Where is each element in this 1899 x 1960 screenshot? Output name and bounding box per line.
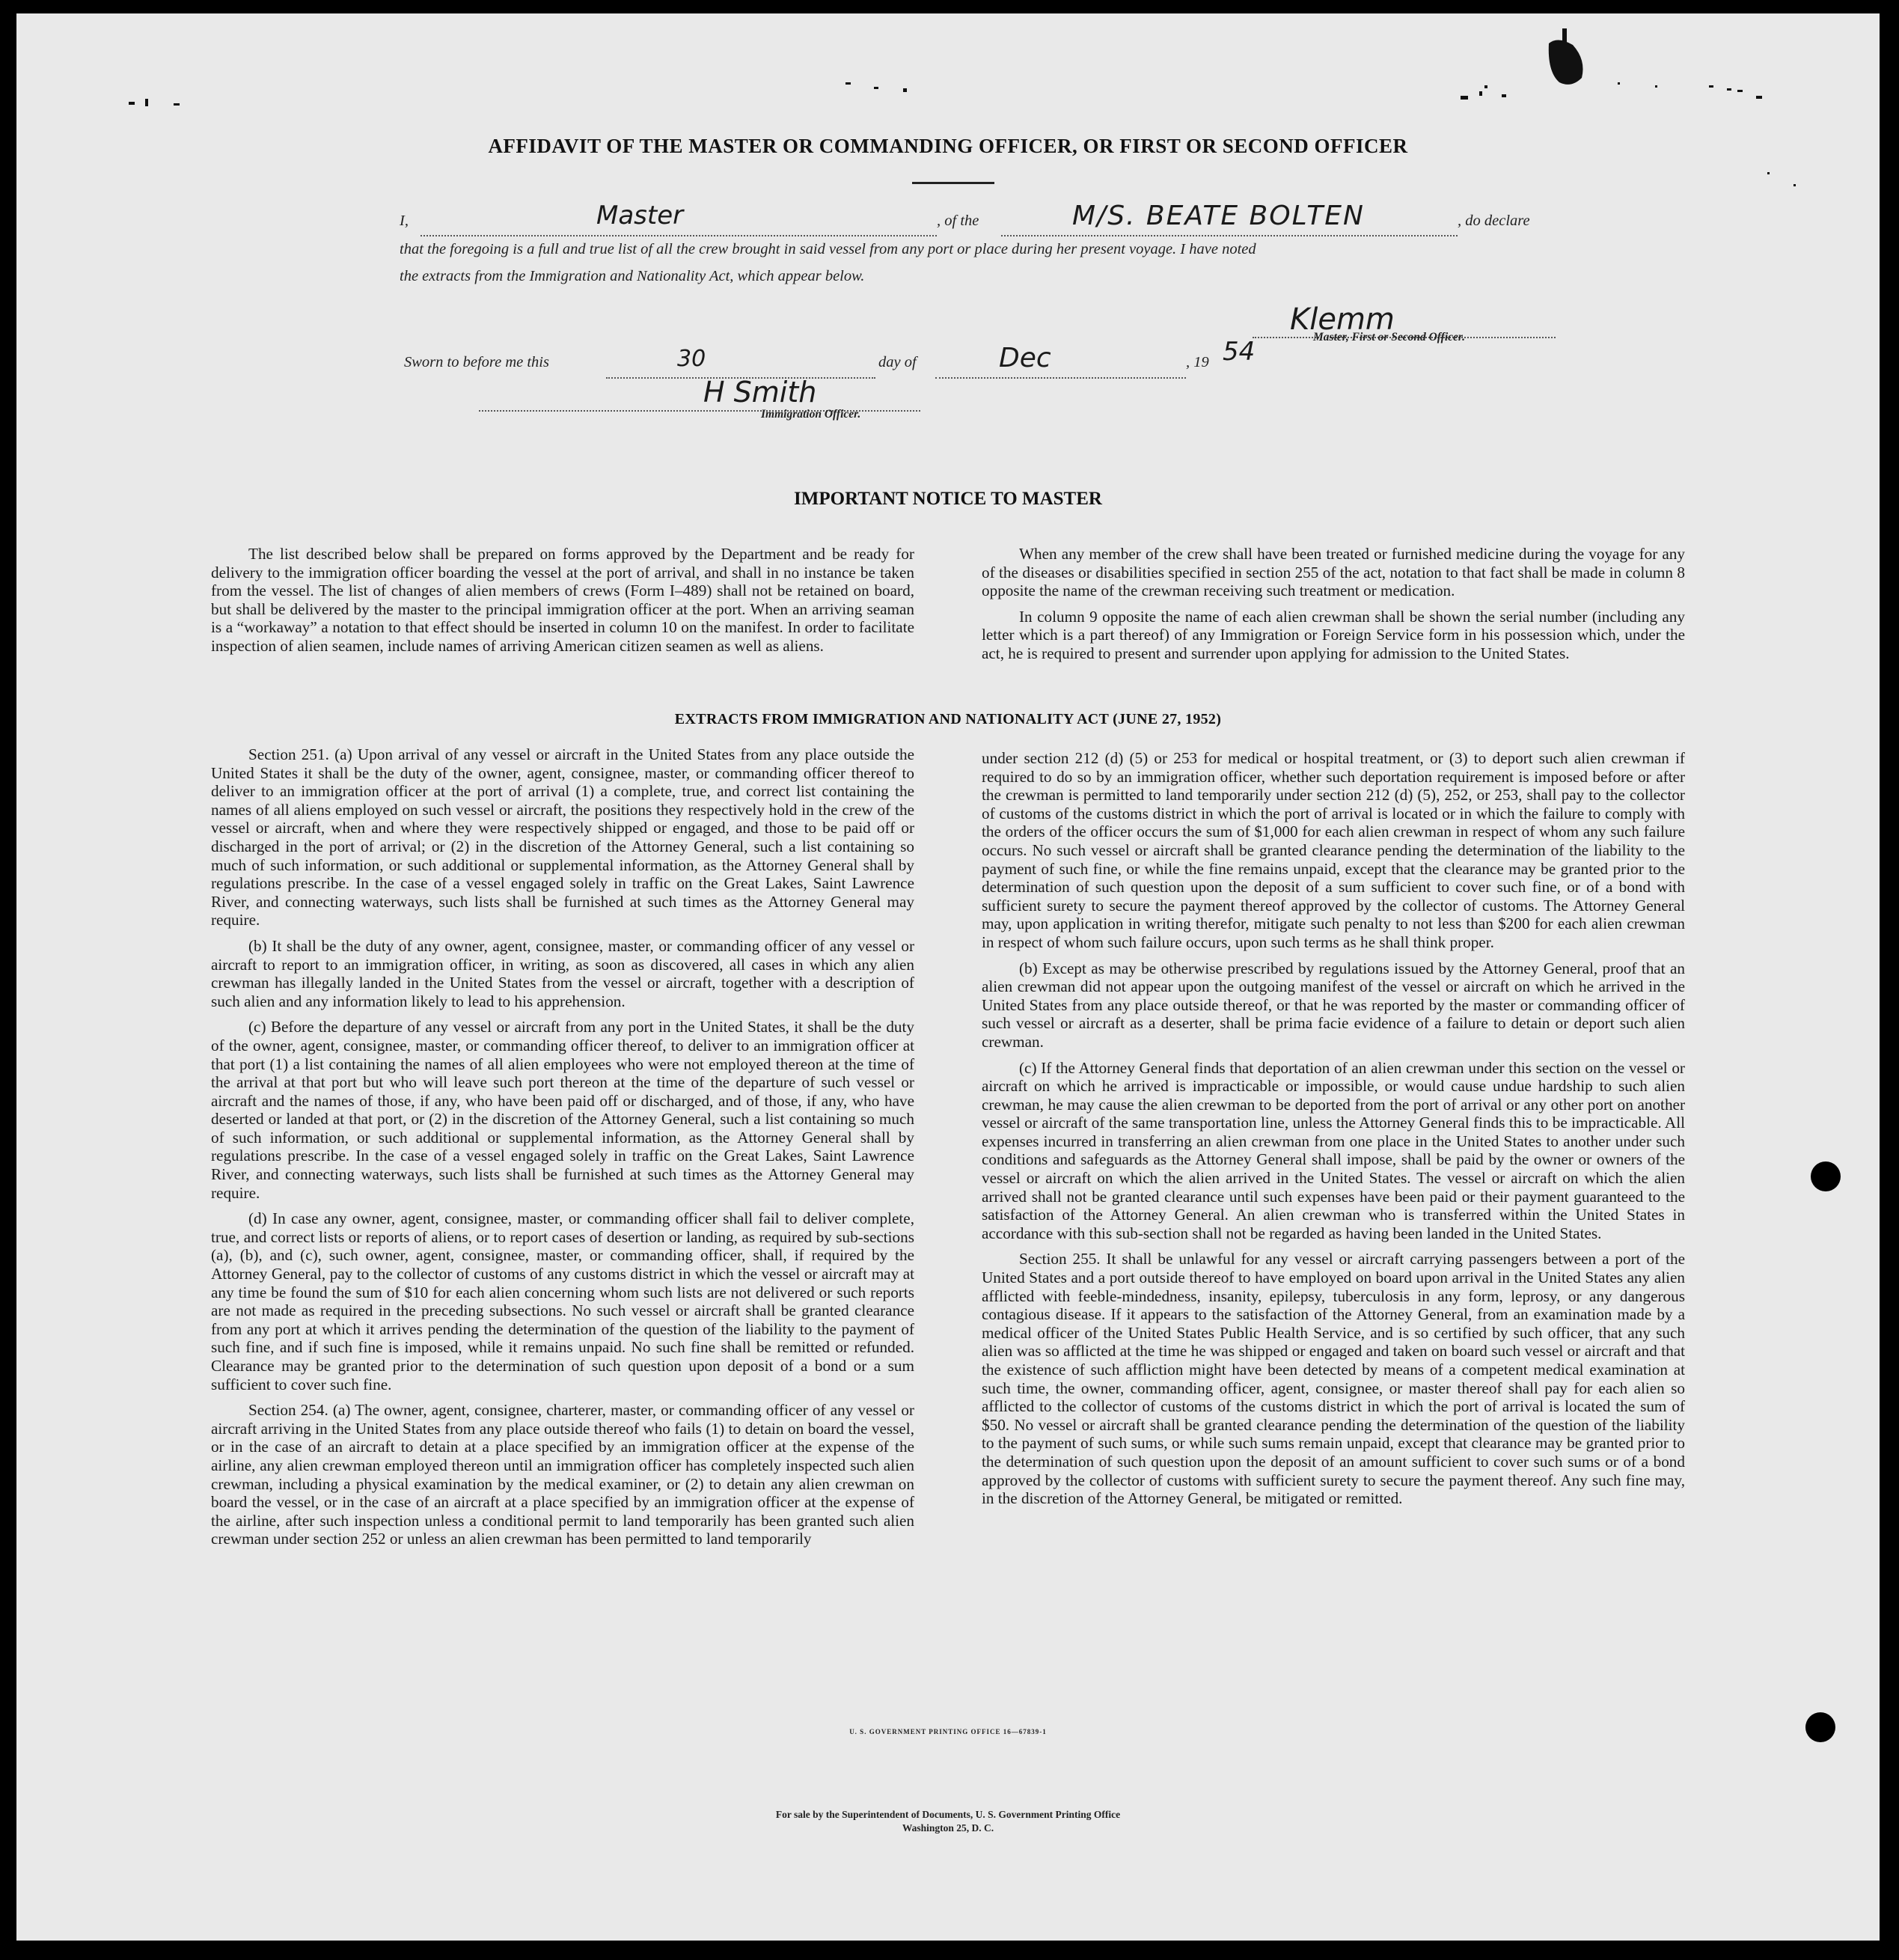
year-handwriting[interactable]: 54 [1223,337,1256,367]
section-255: Section 255. It shall be unlawful for any vessel or aircraft carrying passengers between a port of the United States and a port outside thereof to have employed on board upon arrival in the United States any alien afflicted with feeble-mindedness, insanity, epilepsy, tuberculosis in any form, leprosy, or any dangerous contagious disease. If it appears to the satisfaction of the Attorney General, from an examination made by a medical officer of the United States Public Health Service, and is so certified by such officer, that any such alien was so afflicted at the time he was shipped or engaged and taken on board such vessel or aircraft and that the existence of such affliction might have been detected by means of a competent medical examination at such time, the owner, commanding officer, agent, consignee, or master thereof shall pay for each alien so afflicted to the collector of customs of the customs district in which the port of arrival is located the sum of $50. No vessel or aircraft shall be granted clearance pending the determination of the question of the liability to the payment of such sums, or while such sums remain unpaid, except that clearance may be granted prior to the determination of such question upon the deposit of an amount sufficient to cover such sums or of a bond approved by the collector of customs with sufficient surety to secure the payment thereof. Any such fine may, in the discretion of the Attorney General, be mitigated or remitted. [982,1250,1685,1508]
day-field[interactable] [606,346,875,379]
section-254-b: (b) Except as may be otherwise prescribed by regulations issued by the Attorney General, proof that an alien crewman did not appear upon the outgoing manifest of the vessel or aircraft on which he arrived in the United States from any place outside thereof, or that he was reported by the master or commanding officer of such vessel or aircraft as a deserter, shall be prima facie evidence of a failure to detain or deport such alien crewman. [982,959,1685,1051]
notice-title: IMPORTANT NOTICE TO MASTER [794,489,1102,509]
extracts-title: EXTRACTS FROM IMMIGRATION AND NATIONALITY ACT (JUNE 27, 1952) [674,711,1222,727]
notice-right-paragraph-2: In column 9 opposite the name of each alien crewman shall be shown the serial number (including any letter which is a part thereof) of any Immigration or Foreign Service form in his possession which, under the act, he is required to present and surrender upon applying for admission to the United States. [982,607,1685,662]
master-label: Master, First or Second Officer. [1313,331,1465,344]
name-handwriting: Master [596,201,684,231]
section-251-d: (d) In case any owner, agent, consignee, master, or commanding officer shall fail to deliver complete, true, and correct lists or reports of aliens, or to report cases of desertion or landing, as required by sub-sections (a), (b), and (c), such owner, agent, consignee, master, or commanding officer, shall, if required by the Attorney General, pay to the collector of customs of any customs district in which the vessel or aircraft may at any time be found the sum of $10 for each alien concerning whom such lists are not delivered or such reports are not made as required in the preceding subsections. No such vessel or aircraft shall be granted clearance from any port at which it arrives pending the determination of the question of the liability to the payment of such fine, and if such fine is imposed, while it remains unpaid. No such fine shall be remitted or refunded. Clearance may be granted prior to the determination of such question upon deposit of a bond or a sum sufficient to cover such fine. [211,1209,914,1393]
vessel-field[interactable] [1001,201,1458,236]
name-field[interactable] [421,201,937,236]
statement-line-1: that the foregoing is a full and true list of all the crew brought in said vessel from any port or place during her present voyage. I have noted [400,241,1256,257]
extracts-left-column [211,745,914,1556]
extracts-right-column [982,749,1685,1515]
officer-signature: H Smith [703,376,817,409]
month-field[interactable] [935,343,1186,379]
for-sale-notice [16,1808,1880,1835]
document-page [16,13,1880,1941]
section-251-c: (c) Before the departure of any vessel or aircraft from any port in the United States, it shall be the duty of the owner, agent, consignee, master, or commanding officer thereof, to deliver to an immigration officer at that port (1) a list containing the names of all alien employees who were not employed thereon at the time of the arrival at that port but who will leave such port thereon at the time of the departure of such vessel or aircraft and the names of those, if any, who have been paid off or discharged, and of those, if any, who have deserted or landed at that port, or (2) in the discretion of the Attorney General, such a list containing so much of such information, or such additional or supplemental information, as the Attorney General shall by regulations prescribe. In the case of a vessel engaged solely in traffic on the Great Lakes, Saint Lawrence River, and connecting waterways, such lists shall be furnished at such times as the Attorney General may require. [211,1018,914,1202]
sworn-label: Sworn to before me this [404,354,549,370]
punch-hole-upper [1811,1161,1841,1191]
affidavit-title: AFFIDAVIT OF THE MASTER OR COMMANDING OFFICER, OR FIRST OR SECOND OFFICER [488,135,1408,157]
officer-label: Immigration Officer. [761,408,861,421]
section-254-c: (c) If the Attorney General finds that deportation of an alien crewman under this section on the vessel or aircraft on which he arrived is impracticable or impossible, or would cause undue hardship to such alien crewman, he may cause the alien crewman to be deported from the port of arrival or any other port on another vessel or aircraft of the same transportation line, unless the Attorney General finds this to be impracticable. All expenses incurred in transferring an alien crewman from one place in the United States to another under such conditions and safeguards as the Attorney General shall impose, shall be paid by the owner or owners of the vessel or aircraft on which the alien arrived in the United States. The vessel or aircraft on which the alien arrived shall not be granted clearance until such expenses have been paid or their payment guaranteed to the satisfaction of the Attorney General. An alien crewman who is transferred within the United States in accordance with this sub-section shall not be regarded as having been landed in the United States. [982,1058,1685,1242]
notice-right-column [982,545,1685,671]
notice-right-paragraph-1: When any member of the crew shall have been treated or furnished medicine during the voyage for any of the diseases or disabilities specified in section 255 of the act, notation to that fact shall be made in column 8 opposite the name of the crewman receiving such treatment or medication. [982,545,1685,600]
section-254-a-continued: under section 212 (d) (5) or 253 for medical or hospital treatment, or (3) to deport such alien crewman if required to do so by an immigration officer, whether such deportation requirement is imposed before or after the crewman is permitted to land temporarily under section 212 (d) (5), 252, or 253, shall pay to the collector of customs of the customs district in which the port of arrival is located or in which the failure to comply with the orders of the officer occurs the sum of $1,000 for each alien crewman in respect of whom any such failure occurs. No such vessel or aircraft shall be granted clearance pending the determination of the liability to the payment of such fine, or while the fine remains unpaid, except that the clearance may be granted prior to the determination of such question upon the deposit of a sum sufficient to cover such fine, or of a bond with sufficient surety to secure the payment thereof approved by the collector of customs. The Attorney General may, upon application in writing therefor, mitigate such penalty to not less than $200 for each alien crewman in respect of whom such failure occurs, upon such terms as he shall think proper. [982,749,1685,951]
statement-line-2: the extracts from the Immigration and Nationality Act, which appear below. [400,268,865,284]
section-251-a: Section 251. (a) Upon arrival of any vessel or aircraft in the United States from any place outside the United States it shall be the duty of the owner, agent, consignee, master, or commanding officer thereof to deliver to an immigration officer at the port of arrival (1) a complete, true, and correct list containing the names of all aliens employed on such vessel or aircraft, the positions they respectively hold in the crew of the vessel or aircraft, when and where they were respectively shipped or engaged, and those to be paid off or discharged in the port of arrival; or (2) in the discretion of the Attorney General, such a list containing so much of such information, or such additional or supplemental information, as the Attorney General shall by regulations prescribe. In the case of a vessel engaged solely in traffic on the Great Lakes, Saint Lawrence River, and connecting waterways, such lists shall be furnished at such times as the Attorney General may require. [211,745,914,929]
year-prefix-label: , 19 [1186,354,1209,370]
month-handwriting: Dec [999,343,1051,373]
i-label: I, [400,213,409,229]
notice-left-paragraph: The list described below shall be prepared on forms approved by the Department and be ready for delivery to the immigration officer boarding the vessel at the port of arrival, and shall in no instance be taken from the vessel. The list of changes of alien members of crews (Form I–489) shall not be retained on board, but shall be delivered by the master to the principal immigration officer at the port. When an arriving seaman is a “workaway” a notation to that effect should be inserted in column 10 on the manifest. In order to facilitate inspection of alien seamen, include names of arriving American citizen seamen as well as aliens. [211,545,914,655]
section-254-a: Section 254. (a) The owner, agent, consignee, charterer, master, or commanding officer of any vessel or aircraft arriving in the United States from any place outside thereof who fails (1) to detain on board the vessel, or in the case of an aircraft to detain at a place specified by an immigration officer at the expense of the airline, any alien crewman employed thereon until an immigration officer has completely inspected such alien crewman, including a physical examination by the medical examiner, or (2) to detain any alien crewman on board the vessel, or in the case of an aircraft at a place specified by an immigration officer at the expense of the airline, after such inspection unless a conditional permit to land temporarily has been granted such alien crewman under section 252 or unless an alien crewman has been permitted to land temporarily [211,1401,914,1548]
do-declare-label: , do declare [1458,213,1530,229]
of-the-label: , of the [937,213,979,229]
for-sale-line-1: For sale by the Superintendent of Documents, U. S. Government Printing Office [775,1809,1121,1820]
master-signature: Klemm [1290,302,1395,337]
for-sale-line-2: Washington 25, D. C. [902,1822,994,1834]
scan-specks [16,13,1880,238]
vessel-handwriting: M/S. BEATE BOLTEN [1072,201,1365,231]
day-handwriting: 30 [677,346,706,372]
punch-hole-lower [1805,1712,1835,1742]
section-251-b: (b) It shall be the duty of any owner, agent, consignee, master, or commanding officer of any vessel or aircraft to report to an immigration officer, in writing, as soon as discovered, all cases in which any alien crewman has illegally landed in the United States from the vessel or aircraft, together with a description of such alien and any information likely to lead to his apprehension. [211,936,914,1010]
printer-imprint: U. S. GOVERNMENT PRINTING OFFICE 16—67839-1 [849,1728,1047,1735]
day-of-label: day of [878,354,917,370]
title-divider [912,182,994,184]
notice-left-column [211,545,914,663]
